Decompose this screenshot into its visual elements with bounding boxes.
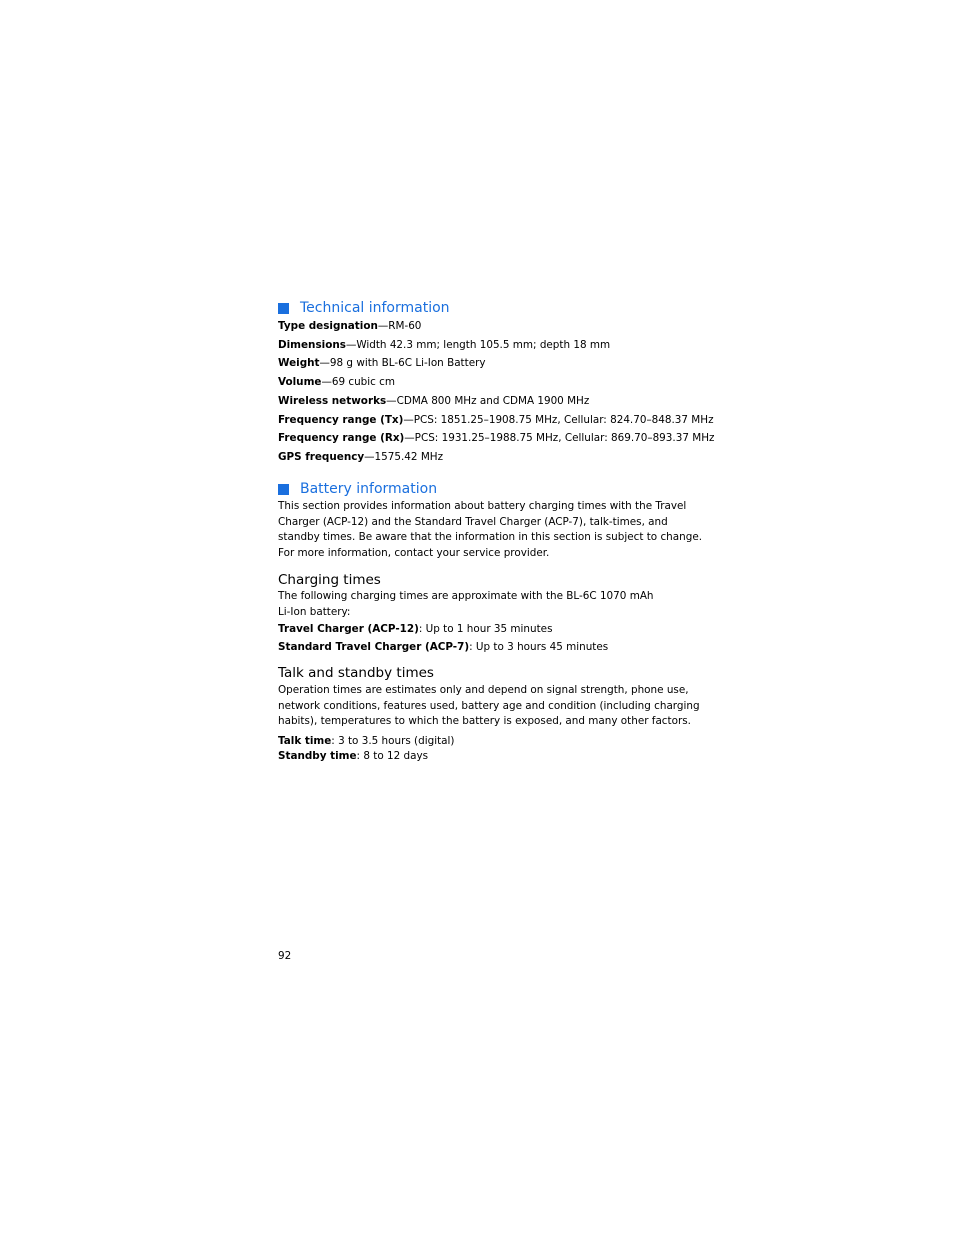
battery-information-title: Battery information [300, 481, 438, 497]
paragraph-line: network conditions, features used, battery age and condition (including charging [278, 699, 700, 712]
charger-label: Travel Charger (ACP-12) [278, 623, 419, 635]
spec-value: —1575.42 MHz [364, 451, 444, 463]
spec-line [278, 413, 714, 427]
paragraph-line: This section provides information about battery charging times with the Travel [278, 500, 687, 512]
paragraph-line: For more information, contact your service provider. [278, 547, 550, 560]
spec-label: Frequency range (Rx) [278, 432, 405, 444]
paragraph-line: Li-Ion battery: [278, 605, 351, 618]
spec-line [278, 450, 443, 464]
spec-line [278, 431, 714, 445]
charger-label: Standard Travel Charger (ACP-7) [278, 641, 470, 653]
technical-information-heading [278, 299, 450, 317]
spec-value: —RM-60 [377, 320, 422, 332]
spec-label: Dimensions [278, 339, 346, 351]
paragraph-line: The following charging times are approximate with the BL-6C 1070 mAh [278, 590, 654, 602]
technical-information-title: Technical information [300, 300, 450, 316]
spec-label: Wireless networks [278, 395, 387, 407]
charging-item [278, 640, 608, 654]
spec-label: GPS frequency [278, 451, 365, 463]
spec-value: —PCS: 1851.25–1908.75 MHz, Cellular: 824.70–848.37 MHz [403, 414, 714, 426]
battery-intro-paragraph [278, 499, 703, 562]
spec-value: —PCS: 1931.25–1988.75 MHz, Cellular: 869.70–893.37 MHz [404, 432, 715, 444]
spec-value: —98 g with BL-6C Li-Ion Battery [319, 357, 486, 369]
page-number: 92 [278, 950, 292, 962]
time-item [278, 734, 454, 748]
time-label: Standby time [278, 750, 357, 762]
spec-value: —69 cubic cm [321, 376, 395, 388]
spec-label: Frequency range (Tx) [278, 414, 404, 426]
battery-information-heading [278, 480, 437, 498]
talk-standby-heading: Talk and standby times [278, 665, 434, 681]
time-item [278, 749, 428, 763]
spec-value: —CDMA 800 MHz and CDMA 1900 MHz [386, 395, 590, 407]
spec-value: —Width 42.3 mm; length 105.5 mm; depth 18 mm [345, 339, 611, 351]
time-value: : 3 to 3.5 hours (digital) [331, 735, 455, 747]
time-value: : 8 to 12 days [356, 750, 429, 762]
spec-label: Volume [278, 376, 322, 388]
charging-item [278, 622, 553, 636]
talk-standby-paragraph [278, 683, 700, 730]
paragraph-line: standby times. Be aware that the information in this section is subject to change. [278, 531, 703, 544]
charging-intro-paragraph [278, 589, 678, 620]
paragraph-line: Operation times are estimates only and depend on signal strength, phone use, [278, 684, 689, 696]
spec-line [278, 356, 486, 370]
spec-label: Type designation [278, 320, 378, 332]
spec-line [278, 375, 395, 389]
spec-line [278, 319, 421, 333]
square-bullet-icon [278, 484, 289, 495]
spec-label: Weight [278, 357, 320, 369]
time-label: Talk time [278, 735, 332, 747]
charging-times-heading: Charging times [278, 572, 381, 588]
spec-line [278, 338, 610, 352]
square-bullet-icon [278, 303, 289, 314]
paragraph-line: habits), temperatures to which the battery is exposed, and many other factors. [278, 715, 691, 728]
charger-value: : Up to 1 hour 35 minutes [418, 623, 553, 635]
spec-line [278, 394, 589, 408]
charger-value: : Up to 3 hours 45 minutes [469, 641, 609, 653]
paragraph-line: Charger (ACP-12) and the Standard Travel Charger (ACP-7), talk-times, and [278, 515, 668, 528]
